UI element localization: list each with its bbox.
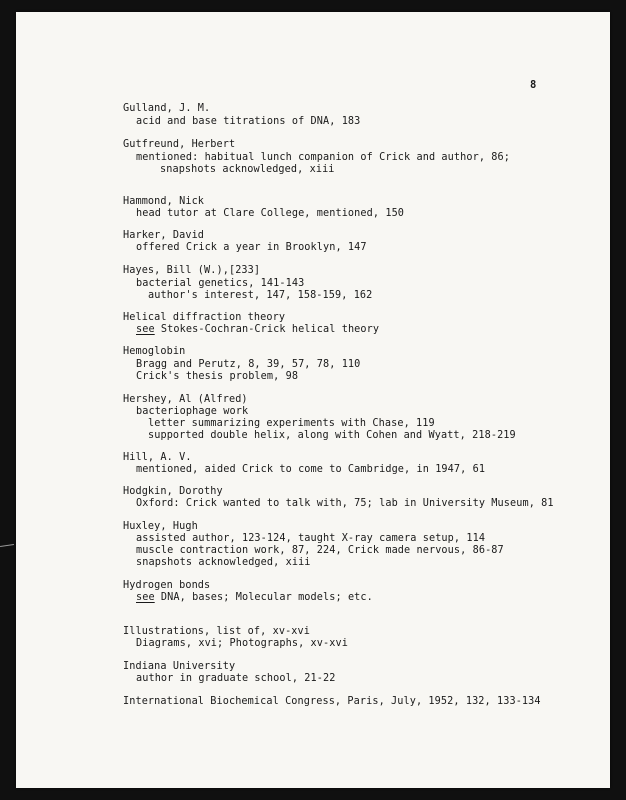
entry-subline: acid and base titrations of DNA, 183 <box>136 116 361 127</box>
entry-heading: Gulland, J. M. <box>123 103 211 114</box>
entry-subline: author's interest, 147, 158-159, 162 <box>148 290 373 301</box>
entry-subline <box>136 324 379 335</box>
entry-subline: mentioned, aided Crick to come to Cambridge, in 1947, 61 <box>136 464 486 475</box>
entry-heading: Hydrogen bonds <box>123 580 211 591</box>
margin-mark <box>0 544 14 547</box>
entry-subline: author in graduate school, 21-22 <box>136 673 336 684</box>
entry-heading: Gutfreund, Herbert <box>123 139 236 150</box>
entry-subline: supported double helix, along with Cohen and Wyatt, 218-219 <box>148 430 516 441</box>
entry-subline: offered Crick a year in Brooklyn, 147 <box>136 242 367 253</box>
page-number: 8 <box>530 79 537 91</box>
entry-subline: bacterial genetics, 141-143 <box>136 278 305 289</box>
entry-heading: Hill, A. V. <box>123 452 192 463</box>
entry-subline: snapshots acknowledged, xiii <box>160 164 335 175</box>
entry-heading: Indiana University <box>123 661 236 672</box>
entry-subline: head tutor at Clare College, mentioned, 150 <box>136 208 405 219</box>
entry-heading: Hammond, Nick <box>123 196 205 207</box>
entry-subline: Diagrams, xvi; Photographs, xv-xvi <box>136 638 348 649</box>
entry-heading: Illustrations, list of, xv-xvi <box>123 626 311 637</box>
entry-subline <box>136 592 373 603</box>
entry-subline: muscle contraction work, 87, 224, Crick made nervous, 86-87 <box>136 545 504 556</box>
entry-subline: snapshots acknowledged, xiii <box>136 557 311 568</box>
index-page <box>16 12 610 788</box>
see-target: Stokes-Cochran-Crick helical theory <box>154 324 380 335</box>
see-reference: see <box>136 592 155 603</box>
entry-subline: bacteriophage work <box>136 406 249 417</box>
entry-subline: Crick's thesis problem, 98 <box>136 371 299 382</box>
entry-heading: Hodgkin, Dorothy <box>123 486 223 497</box>
entry-heading: Huxley, Hugh <box>123 521 198 532</box>
entry-heading: Harker, David <box>123 230 205 241</box>
see-reference: see <box>136 324 155 335</box>
entry-subline: letter summarizing experiments with Chase, 119 <box>148 418 435 429</box>
see-target: DNA, bases; Molecular models; etc. <box>154 592 373 603</box>
entry-subline: Bragg and Perutz, 8, 39, 57, 78, 110 <box>136 359 361 370</box>
entry-heading: Hemoglobin <box>123 346 186 357</box>
entry-subline: assisted author, 123-124, taught X-ray camera setup, 114 <box>136 533 486 544</box>
entry-heading: International Biochemical Congress, Paris, July, 1952, 132, 133-134 <box>123 696 541 707</box>
entry-heading: Hayes, Bill (W.),[233] <box>123 265 261 276</box>
entry-subline: mentioned: habitual lunch companion of Crick and author, 86; <box>136 152 511 163</box>
entry-subline: Oxford: Crick wanted to talk with, 75; lab in University Museum, 81 <box>136 498 554 509</box>
entry-heading: Hershey, Al (Alfred) <box>123 394 248 405</box>
entry-heading: Helical diffraction theory <box>123 312 286 323</box>
